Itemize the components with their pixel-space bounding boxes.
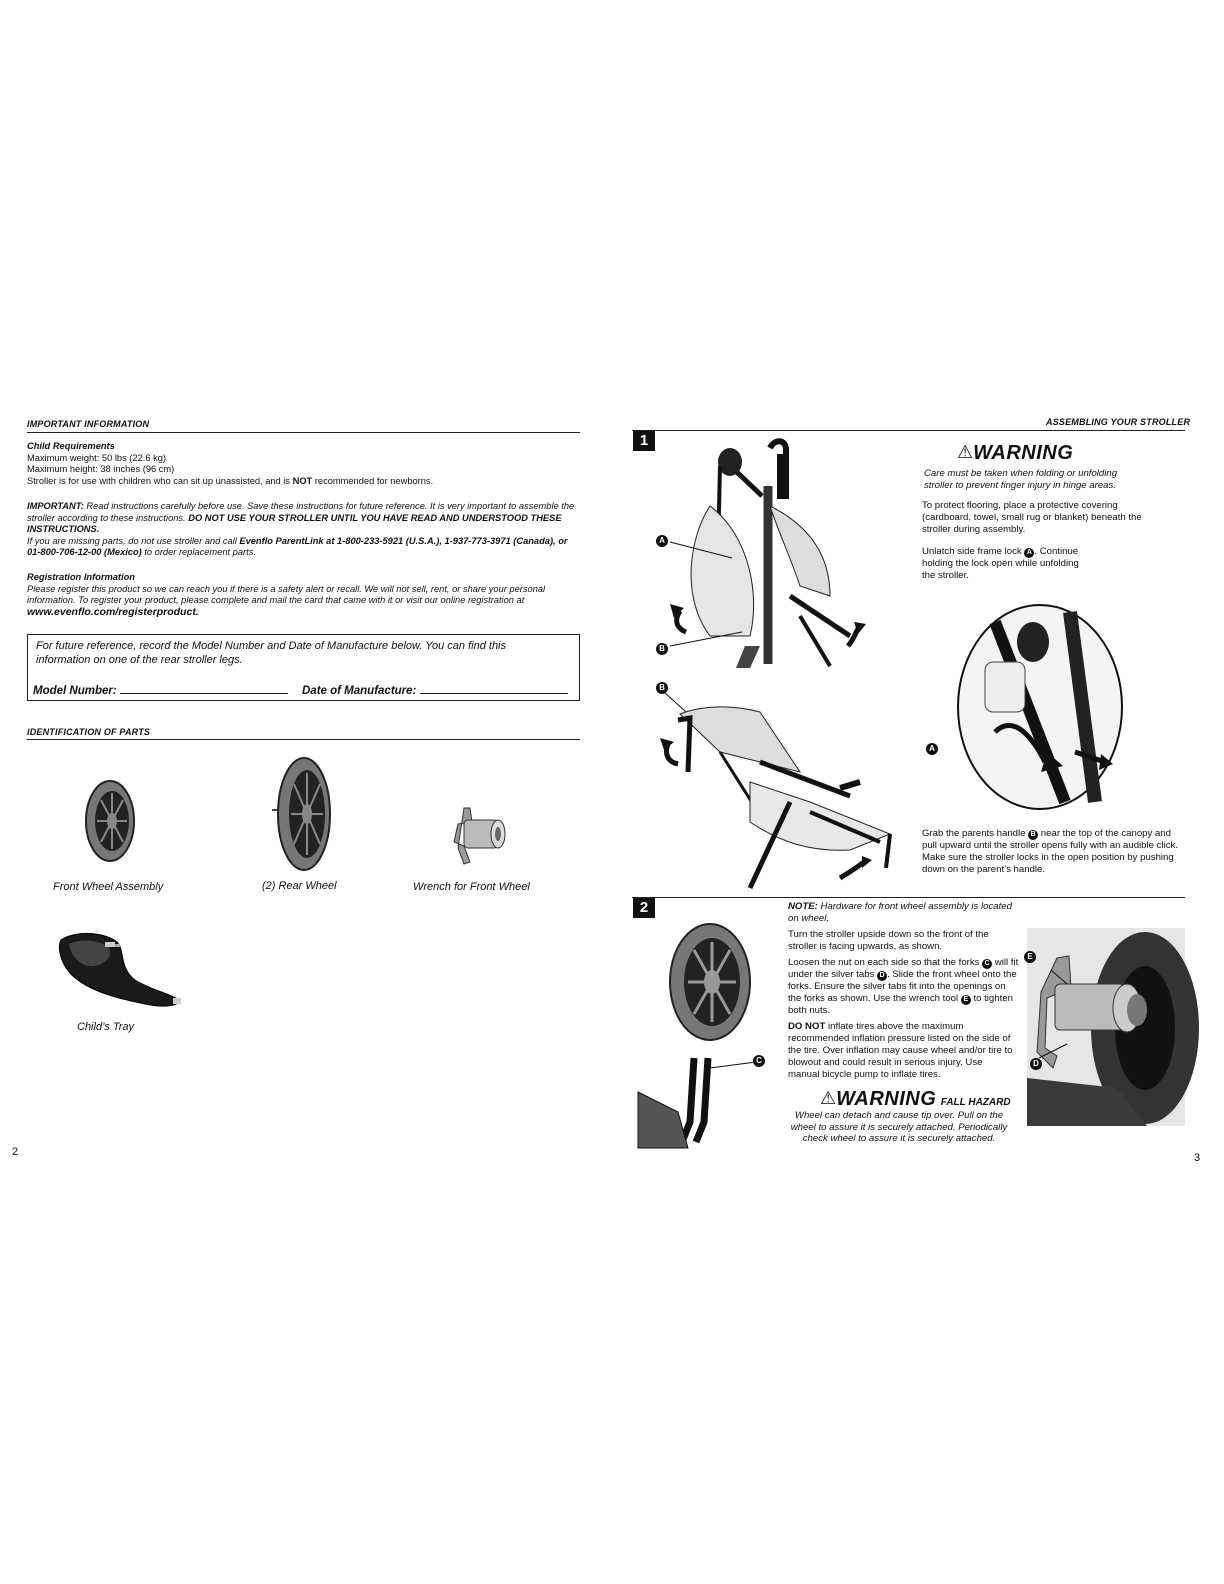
- fall-hazard-label: FALL HAZARD: [940, 1097, 1011, 1108]
- warning-triangle-icon: ⚠: [957, 442, 974, 462]
- callout-e: E: [1024, 951, 1036, 963]
- record-box: [27, 634, 580, 701]
- rear-wheel-illustration: [270, 756, 334, 876]
- rear-wheel-caption: (2) Rear Wheel: [262, 880, 337, 892]
- record-instruction: For future reference, record the Model Number and Date of Manufacture below. You can find this information on one of the rear stroller legs.: [36, 640, 507, 666]
- step-1-warning-text: Care must be taken when folding or unfolding stroller to prevent finger injury in hinge areas.: [924, 468, 1118, 491]
- callout-b: B: [656, 643, 668, 655]
- grab-handle-text: Grab the parents handle B near the top of the canopy and pull upward until the stroller opens fully with an audible click. Make sure the stroller locks in the open position by pushing down on the parent’s handle.: [922, 828, 1178, 875]
- unfolding-stroller-illustration: [650, 692, 900, 892]
- folded-stroller-illustration: [650, 436, 870, 676]
- registration-heading: Registration Information: [27, 572, 135, 582]
- protect-flooring-text: To protect flooring, place a protective covering (cardboard, towel, small rug or blanket) beneath the stroller during assembly.: [922, 500, 1142, 535]
- registration-text: Please register this product so we can reach you if there is a safety alert or recall. We will not sell, rent, or share your personal information. To register your product, please complete and mail the card that came with it or visit our online registration at: [27, 583, 546, 606]
- warning-title-2: WARNING: [836, 1088, 937, 1110]
- childs-tray-illustration: [55, 928, 187, 1012]
- important-label: IMPORTANT:: [27, 501, 84, 511]
- front-wheel-illustration: [80, 778, 140, 864]
- max-height: Maximum height: 38 inches (96 cm): [27, 464, 175, 475]
- lock-detail-illustration: [955, 602, 1125, 812]
- inline-callout-c: C: [982, 959, 992, 969]
- registration-url[interactable]: www.evenflo.com/registerproduct.: [27, 605, 199, 618]
- registration-info: [27, 572, 580, 618]
- child-requirements: [27, 441, 580, 487]
- step-2-note: NOTE: Hardware for front wheel assembly is located on wheel.: [788, 901, 1012, 924]
- turn-stroller-text: Turn the stroller upside down so the front of the stroller is facing upwards, as shown.: [788, 929, 989, 952]
- wrench-caption: Wrench for Front Wheel: [413, 881, 530, 893]
- child-requirements-heading: Child Requirements: [27, 441, 115, 451]
- step-2-warning: [820, 1088, 1011, 1111]
- callout-a-2: A: [926, 743, 938, 755]
- unlatch-text: Unlatch side frame lock A . Continue holding the lock open while unfolding the stroller.: [922, 546, 1079, 581]
- step-1-number: 1: [633, 431, 655, 451]
- callout-b-2: B: [656, 682, 668, 694]
- inline-callout-a: A: [1024, 548, 1034, 558]
- page-number-right: 3: [1194, 1152, 1201, 1164]
- missing-parts: If you are missing parts, do not use stroller and call Evenflo ParentLink at 1-800-233-5921 (U.S.A.), 1-937-773-3971 (Canada), or 01-800-706-12-00 (Mexico) to order replacement parts.: [27, 535, 568, 558]
- divider: [632, 897, 1185, 898]
- max-weight: Maximum weight: 50 lbs (22.6 kg): [27, 452, 166, 463]
- inline-callout-e: E: [961, 995, 971, 1005]
- important-information-heading: IMPORTANT INFORMATION: [27, 419, 150, 429]
- step-2-warning-text: Wheel can detach and cause tip over. Pull on the wheel to assure it is securely attached. Periodically check wheel to assure it is securely attached.: [790, 1110, 1008, 1144]
- callout-a: A: [656, 535, 668, 547]
- page-number-left: 2: [12, 1146, 19, 1158]
- callout-c: C: [753, 1055, 765, 1067]
- inline-callout-d: D: [877, 971, 887, 981]
- model-number-field[interactable]: Model Number:: [33, 681, 288, 697]
- loosen-nut-text: Loosen the nut on each side so that the forks C will fit under the silver tabs D . Slide the front wheel onto the forks. Ensure the silver tabs fit into the openings on the forks as shown. Use the wrench tool E to tighten both nuts.: [788, 957, 1019, 1016]
- date-of-manufacture-field[interactable]: Date of Manufacture:: [302, 681, 568, 697]
- do-not-inflate-text: DO NOT inflate tires above the maximum recommended inflation pressure listed on the side of the tire. Over inflation may cause wheel and/or tire to blowout and could result in serious injury. Use manual bicycle pump to inflate tires.: [788, 1021, 1013, 1080]
- callout-d: D: [1030, 1058, 1042, 1070]
- inline-callout-b: B: [1028, 830, 1038, 840]
- parts-heading: IDENTIFICATION OF PARTS: [27, 727, 151, 737]
- wrench-illustration: [450, 802, 510, 868]
- wheel-fork-illustration: [638, 922, 758, 1148]
- step-2-number: 2: [633, 898, 655, 918]
- assembling-heading: ASSEMBLING YOUR STROLLER: [1046, 417, 1191, 427]
- important-paragraph: IMPORTANT: Read instructions carefully before use. Save these instructions for future reference. It is very important to assemble the stroller according to these instructions. DO NOT USE YOUR STROLLER UNTIL YOU HAVE READ AND UNDERSTOOD THESE INSTRUCTIONS. If you are missing parts, do not use stroller and call Evenflo ParentLink at 1-800-233-5921 (U.S.A.), 1-937-773-3971 (Canada), or 01-800-706-12-00 (Mexico) to order replacement parts.: [27, 501, 580, 559]
- divider: [27, 432, 580, 433]
- front-wheel-caption: Front Wheel Assembly: [53, 881, 164, 893]
- usage-note: Stroller is for use with children who can sit up unassisted, and is NOT recommended for newborns.: [27, 475, 434, 486]
- wrench-fork-detail-illustration: [1027, 928, 1185, 1126]
- step-1-warning: [957, 442, 1073, 465]
- childs-tray-caption: Child’s Tray: [77, 1021, 135, 1033]
- divider: [27, 739, 580, 740]
- warning-triangle-icon: ⚠: [820, 1088, 837, 1108]
- divider: [632, 430, 1185, 431]
- warning-title: WARNING: [973, 442, 1074, 464]
